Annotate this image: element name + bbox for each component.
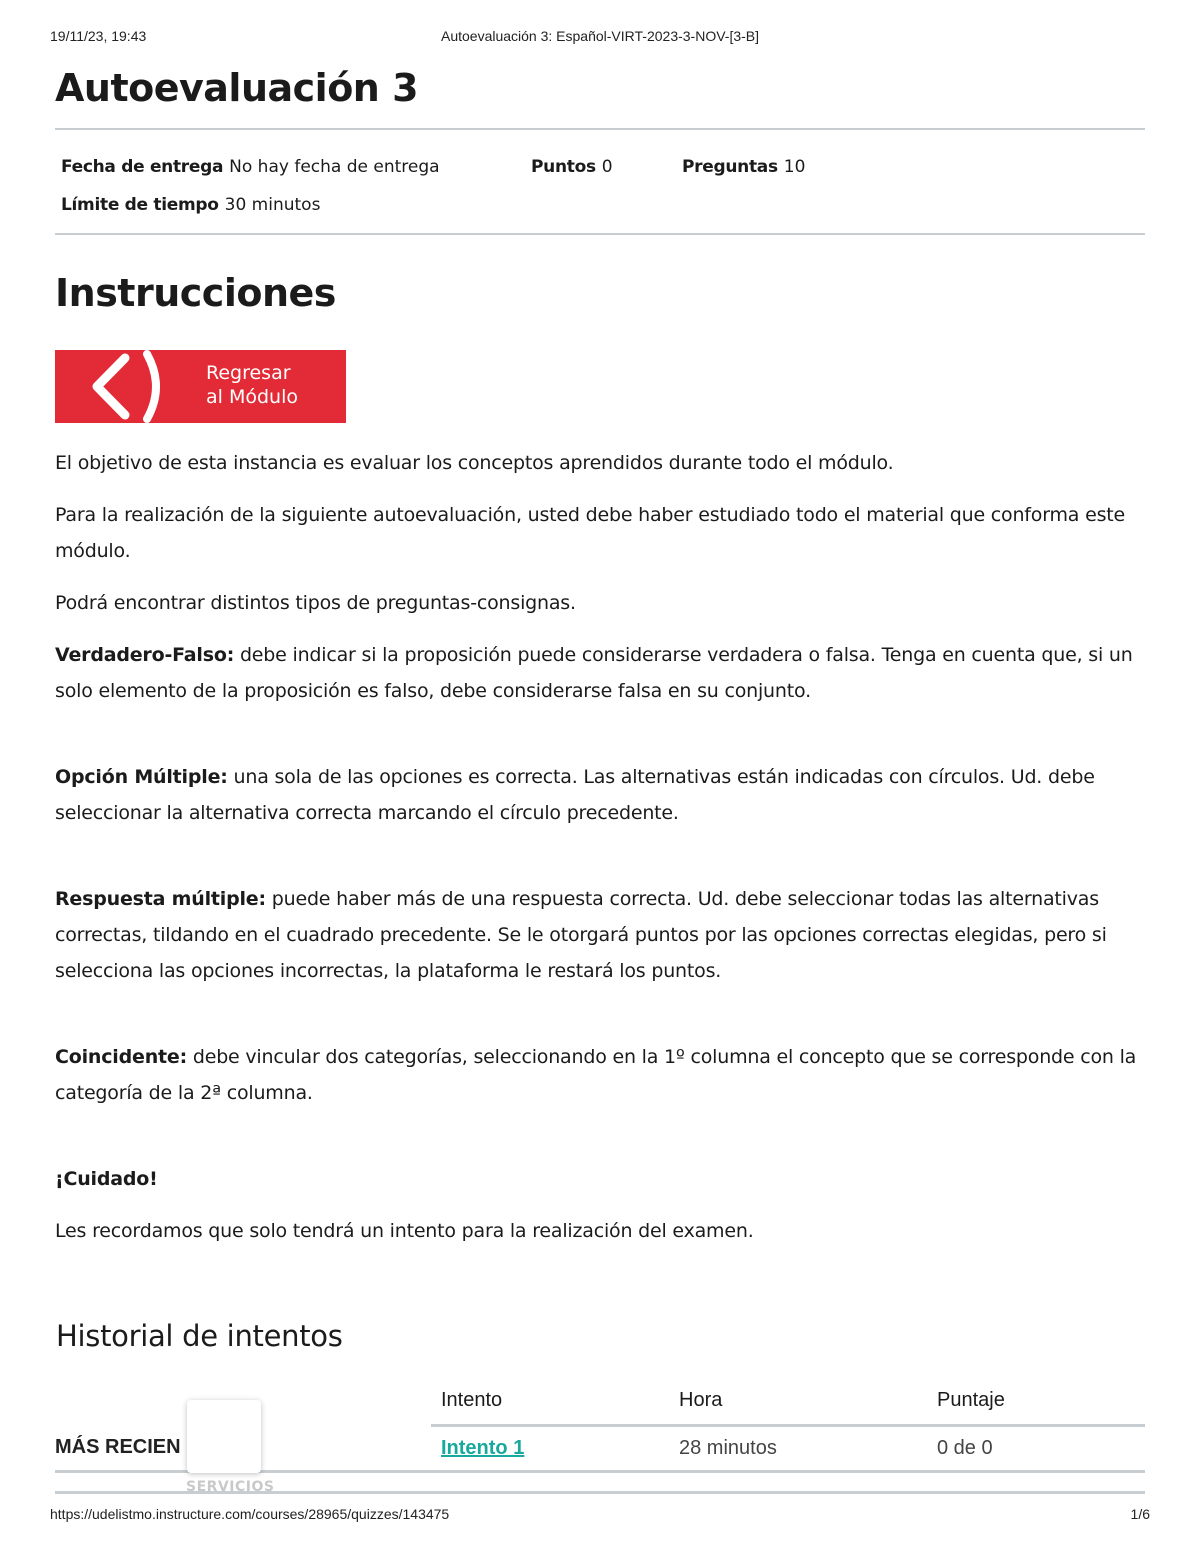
column-header-score: Puntaje	[927, 1377, 1145, 1425]
attempt-link[interactable]: Intento 1	[441, 1436, 525, 1459]
true-false-text: debe indicar si la proposición puede considerarse verdadera o falsa. Tenga en cuenta que, si un solo elemento de la proposición es falso, debe considerarse falsa en su conjunto.	[55, 644, 1133, 703]
instructions-paragraph: El objetivo de esta instancia es evaluar los conceptos aprendidos durante todo el módulo.	[55, 452, 894, 475]
matching-paragraph	[55, 1039, 1145, 1111]
due-date-label: Fecha de entrega	[61, 156, 224, 177]
details-row-1	[61, 148, 1139, 186]
floating-widget-card[interactable]	[187, 1400, 261, 1473]
questions-value: 10	[783, 156, 806, 177]
column-header-attempt: Intento	[431, 1377, 669, 1425]
multiple-answer-text: puede haber más de una respuesta correcta. Ud. debe seleccionar todas las alternativas correctas, tildando en el cuadrado precedente. Se le otorgará puntos por las opciones correctas elegidas, pero si selecciona las opciones incorrectas, la plataforma le restará los puntos.	[55, 888, 1107, 983]
warning-text: Les recordamos que solo tendrá un intento para la realización del examen.	[55, 1220, 754, 1243]
print-page-number: 1/6	[1130, 1506, 1150, 1522]
back-banner-text	[206, 361, 298, 409]
print-header	[50, 28, 1150, 50]
back-to-module-button[interactable]	[55, 350, 346, 423]
multiple-choice-paragraph	[55, 759, 1145, 831]
attempt-cell	[431, 1425, 669, 1471]
warning-title	[55, 1161, 1145, 1197]
attempt-history-heading: Historial de intentos	[56, 1319, 343, 1354]
quiz-details	[55, 130, 1145, 233]
back-banner-line2: al Módulo	[206, 386, 298, 409]
due-date-field	[61, 148, 440, 186]
print-document-title: Autoevaluación 3: Español-VIRT-2023-3-NOV-[3-B]	[440, 28, 760, 44]
back-banner-line1: Regresar	[206, 362, 291, 385]
multiple-answer-paragraph	[55, 881, 1145, 989]
time-limit-field	[61, 186, 320, 224]
column-header-time: Hora	[669, 1377, 927, 1425]
floating-widget-label: SERVICIOS	[186, 1479, 275, 1495]
page-title: Autoevaluación 3	[55, 66, 419, 110]
instructions-paragraph: Para la realización de la siguiente autoevaluación, usted debe haber estudiado todo el material que conforma este módulo.	[55, 504, 1126, 563]
points-label: Puntos	[531, 156, 596, 177]
warning-title-text: ¡Cuidado!	[55, 1168, 158, 1191]
matching-label: Coincidente:	[55, 1046, 187, 1069]
most-recent-label: MÁS RECIEN	[55, 1425, 431, 1471]
true-false-paragraph	[55, 637, 1145, 709]
instructions-paragraph: Podrá encontrar distintos tipos de preguntas-consignas.	[55, 592, 576, 615]
points-value: 0	[601, 156, 613, 177]
true-false-label: Verdadero-Falso:	[55, 644, 235, 667]
score-cell: 0 de 0	[927, 1425, 1145, 1471]
instructions-body	[55, 445, 1145, 1249]
time-limit-label: Límite de tiempo	[61, 194, 219, 215]
questions-label: Preguntas	[682, 156, 778, 177]
points-field	[531, 148, 613, 186]
instructions-heading: Instrucciones	[55, 270, 336, 315]
details-row-2	[61, 186, 1139, 224]
time-limit-value: 30 minutos	[224, 194, 321, 215]
time-cell: 28 minutos	[669, 1425, 927, 1471]
multiple-choice-label: Opción Múltiple:	[55, 766, 228, 789]
print-date: 19/11/23, 19:43	[50, 28, 147, 44]
due-date-value: No hay fecha de entrega	[229, 156, 440, 177]
print-url: https://udelistmo.instructure.com/courses/28965/quizzes/143475	[50, 1506, 450, 1522]
questions-field	[682, 148, 805, 186]
matching-text: debe vincular dos categorías, seleccionando en la 1º columna el concepto que se corresponde con la categoría de la 2ª columna.	[55, 1046, 1137, 1105]
quiz-content	[55, 60, 1145, 1473]
multiple-answer-label: Respuesta múltiple:	[55, 888, 266, 911]
print-footer	[50, 1506, 1150, 1528]
divider	[55, 233, 1145, 235]
multiple-choice-text: una sola de las opciones es correcta. Las alternativas están indicadas con círculos. Ud. debe seleccionar la alternativa correcta marcando el círculo precedente.	[55, 766, 1095, 825]
chevron-left-icon	[73, 350, 163, 423]
